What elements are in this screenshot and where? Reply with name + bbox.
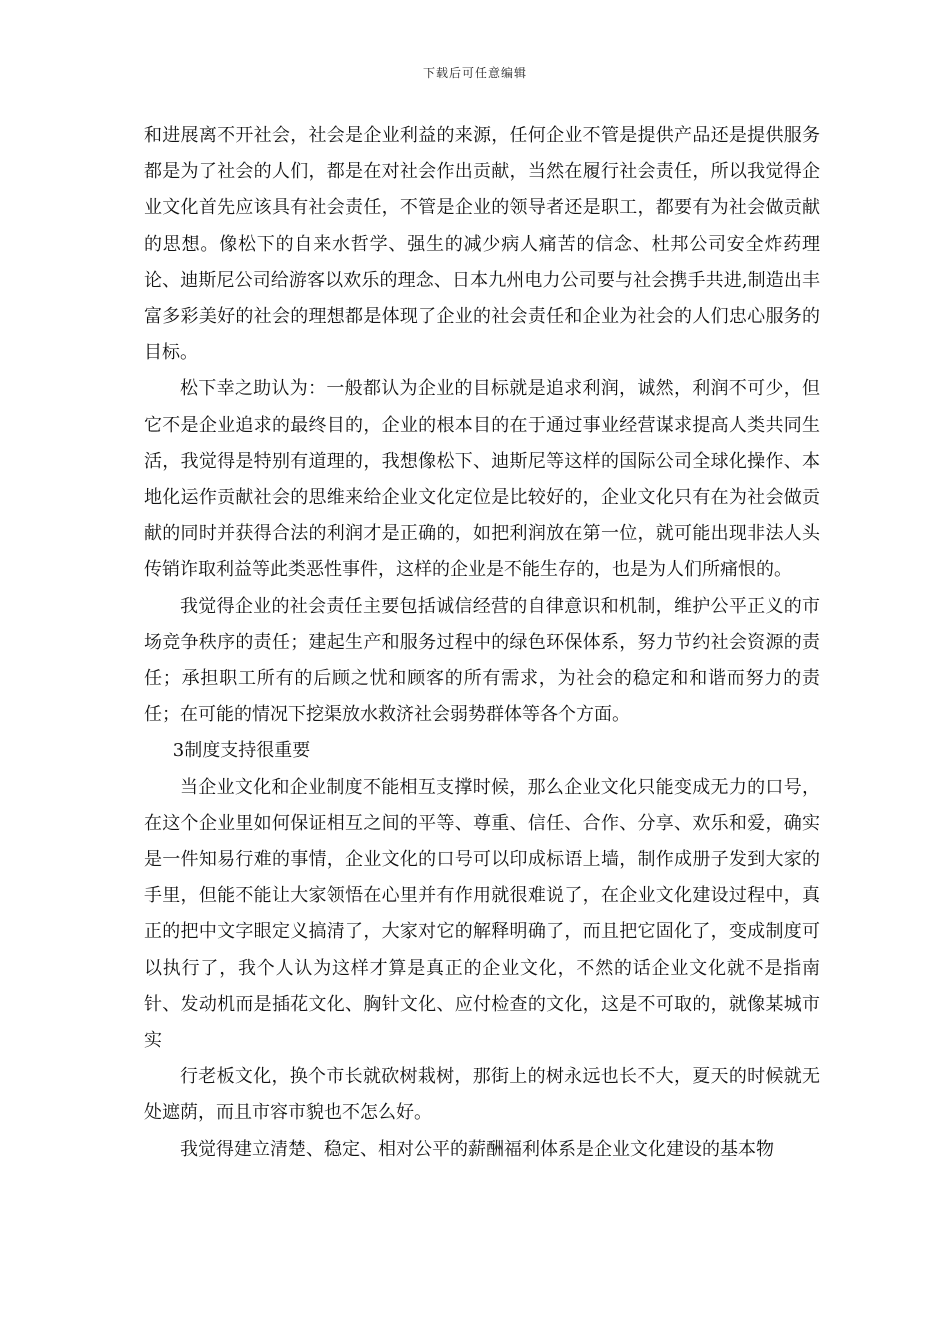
- paragraph-matsushita: 松下幸之助认为：一般都认为企业的目标就是追求利润，诚然，利润不可少，但它不是企业追求的最终目的，企业的根本目的在于通过事业经营谋求提高人类共同生活，我觉得是特别有道理的，我想像松下、迪斯尼等这样的国际公司全球化操作、本地化运作贡献社会的思维来给企业文化定位是比较好的，企业文化只有在为社会做贡献的同时并获得合法的利润才是正确的，如把利润放在第一位，就可能出现非法人头传销诈取利益等此类恶性事件，这样的企业是不能生存的，也是为人们所痛恨的。: [144, 378, 820, 581]
- paragraph-compensation: 我觉得建立清楚、稳定、相对公平的薪酬福利体系是企业文化建设的基本物: [180, 1138, 774, 1160]
- section-heading: 3制度支持很重要: [172, 740, 311, 762]
- paragraph-institution-support: 当企业文化和企业制度不能相互支撑时候，那么企业文化只能变成无力的口号，在这个企业里如何保证相互之间的平等、尊重、信任、合作、分享、欢乐和爱，确实是一件知易行难的事情，企业文化的口号可以印成标语上墙，制作成册子发到大家的手里，但能不能让大家领悟在心里并有作用就很难说了，在企业文化建设过程中，真正的把中文字眼定义搞清了，大家对它的解释明确了，而且把它固化了，变成制度可以执行了，我个人认为这样才算是真正的企业文化，不然的话企业文化就不是指南针、发动机而是插花文化、胸针文化、应付检查的文化，这是不可取的，就像某城市实: [144, 776, 820, 1052]
- paragraph-continuation: 和进展离不开社会，社会是企业利益的来源，任何企业不管是提供产品还是提供服务都是为了社会的人们，都是在对社会作出贡献，当然在履行社会责任，所以我觉得企业文化首先应该具有社会责任，不管是企业的领导者还是职工，都要有为社会做贡献的思想。像松下的自来水哲学、强生的减少病人痛苦的信念、杜邦公司安全炸药理论、迪斯尼公司给游客以欢乐的理念、日本九州电力公司要与社会携手共进,制造出丰富多彩美好的社会的理想都是体现了企业的社会责任和企业为社会的人们忠心服务的目标。: [144, 125, 820, 364]
- paragraph-social-responsibility: 我觉得企业的社会责任主要包括诚信经营的自律意识和机制，维护公平正义的市场竞争秩序的责任；建起生产和服务过程中的绿色环保体系，努力节约社会资源的责任；承担职工所有的后顾之忧和顾客的所有需求，为社会的稳定和和谐而努力的责任；在可能的情况下挖渠放水救济社会弱势群体等各个方面。: [144, 595, 820, 726]
- paragraph-boss-culture: 行老板文化，换个市长就砍树栽树，那街上的树永远也长不大，夏天的时候就无处遮荫，而且市容市貌也不怎么好。: [144, 1066, 820, 1124]
- page-header-note: 下载后可任意编辑: [422, 66, 527, 80]
- document-body: [144, 118, 820, 1168]
